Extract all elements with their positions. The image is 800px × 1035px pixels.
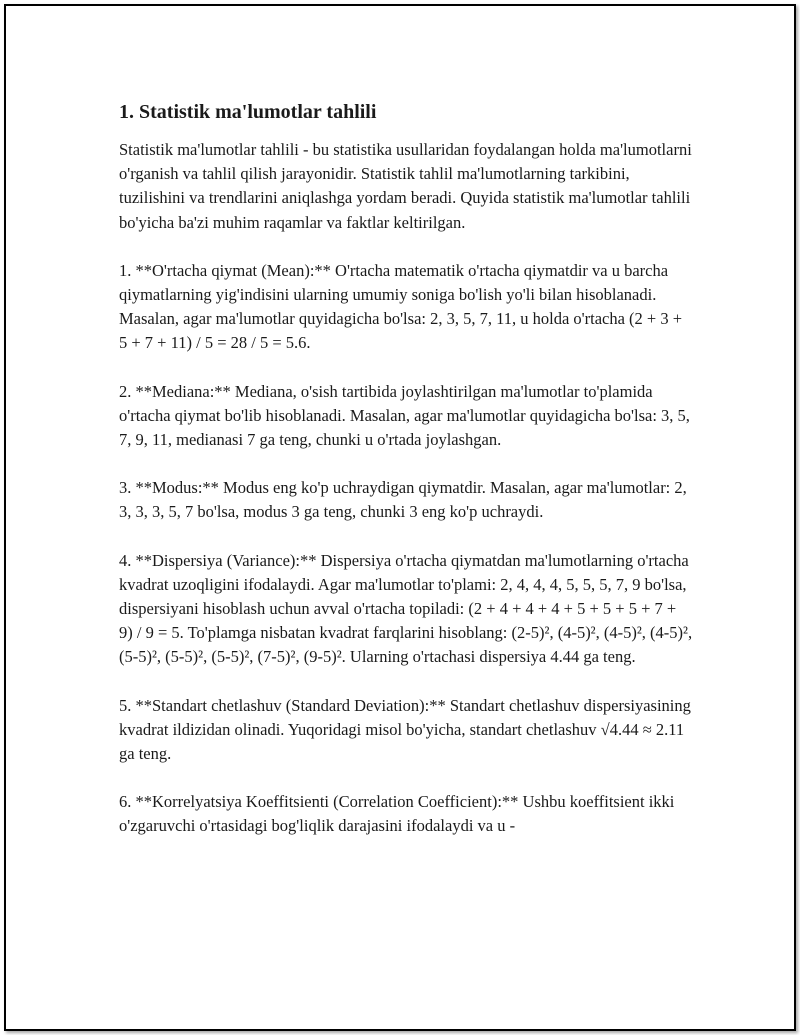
intro-paragraph: Statistik ma'lumotlar tahlili - bu statistika usullaridan foydalangan holda ma'lumotlarni o'rganish va tahlil qilish jarayonidir. Statistik tahlil ma'lumotlarning tarkibini, tuzilishini va trendlarini aniqlashga yordam beradi. Quyida statistik ma'lumotlar tahlili bo'yicha ba'zi muhim raqamlar va faktlar keltirilgan. — [119, 140, 692, 232]
median-paragraph: 2. **Mediana:** Mediana, o'sish tartibida joylashtirilgan ma'lumotlar to'plamida o'rtacha qiymat bo'lib hisoblanadi. Masalan, agar ma'lumotlar quyidagicha bo'lsa: 3, 5, 7, 9, 11, medianasi 7 ga teng, chunki u o'rtada joylashgan. — [119, 381, 690, 450]
section-heading: 1. Statistik ma'lumotlar tahlili — [119, 101, 377, 123]
mode-paragraph: 3. **Modus:** Modus eng ko'p uchraydigan qiymatdir. Masalan, agar ma'lumotlar: 2, 3, 3, 3, 5, 7 bo'lsa, modus 3 ga teng, chunki 3 eng ko'p uchraydi. — [119, 478, 687, 522]
correlation-paragraph: 6. **Korrelyatsiya Koeffitsienti (Correlation Coefficient):** Ushbu koeffitsient ikki o'zgaruvchi o'rtasidagi bog'liqlik darajasini ifodalaydi va u - — [119, 792, 675, 836]
standard-deviation-paragraph: 5. **Standart chetlashuv (Standard Deviation):** Standart chetlashuv dispersiyasining kvadrat ildizidan olinadi. Yuqoridagi misol bo'yicha, standart chetlashuv √4.44 ≈ 2.11 ga teng. — [119, 695, 691, 764]
variance-paragraph: 4. **Dispersiya (Variance):** Dispersiya o'rtacha qiymatdan ma'lumotlarning o'rtacha kvadrat uzoqligini ifodalaydi. Agar ma'lumotlar to'plami: 2, 4, 4, 4, 5, 5, 5, 7, 9 bo'lsa, dispersiyani hisoblash uchun avval o'rtacha topiladi: (2 + 4 + 4 + 4 + 5 + 5 + 5 + 7 + 9) / 9 = 5. To'plamga nisbatan kvadrat farqlarini hisoblang: (2-5)², (4-5)², (4-5)², (4-5)², (5-5)², (5-5)², (5-5)², (7-5)², (9-5)². Ularning o'rtachasi dispersiya 4.44 ga teng. — [119, 550, 693, 667]
mean-paragraph: 1. **O'rtacha qiymat (Mean):** O'rtacha matematik o'rtacha qiymatdir va u barcha qiymatlarning yig'indisini ularning umumiy soniga bo'lish yo'li bilan hisoblanadi. Masalan, agar ma'lumotlar quyidagicha bo'lsa: 2, 3, 5, 7, 11, u holda o'rtacha (2 + 3 + 5 + 7 + 11) / 5 = 28 / 5 = 5.6. — [119, 260, 683, 353]
document-content — [119, 99, 694, 863]
document-page — [4, 4, 796, 1031]
